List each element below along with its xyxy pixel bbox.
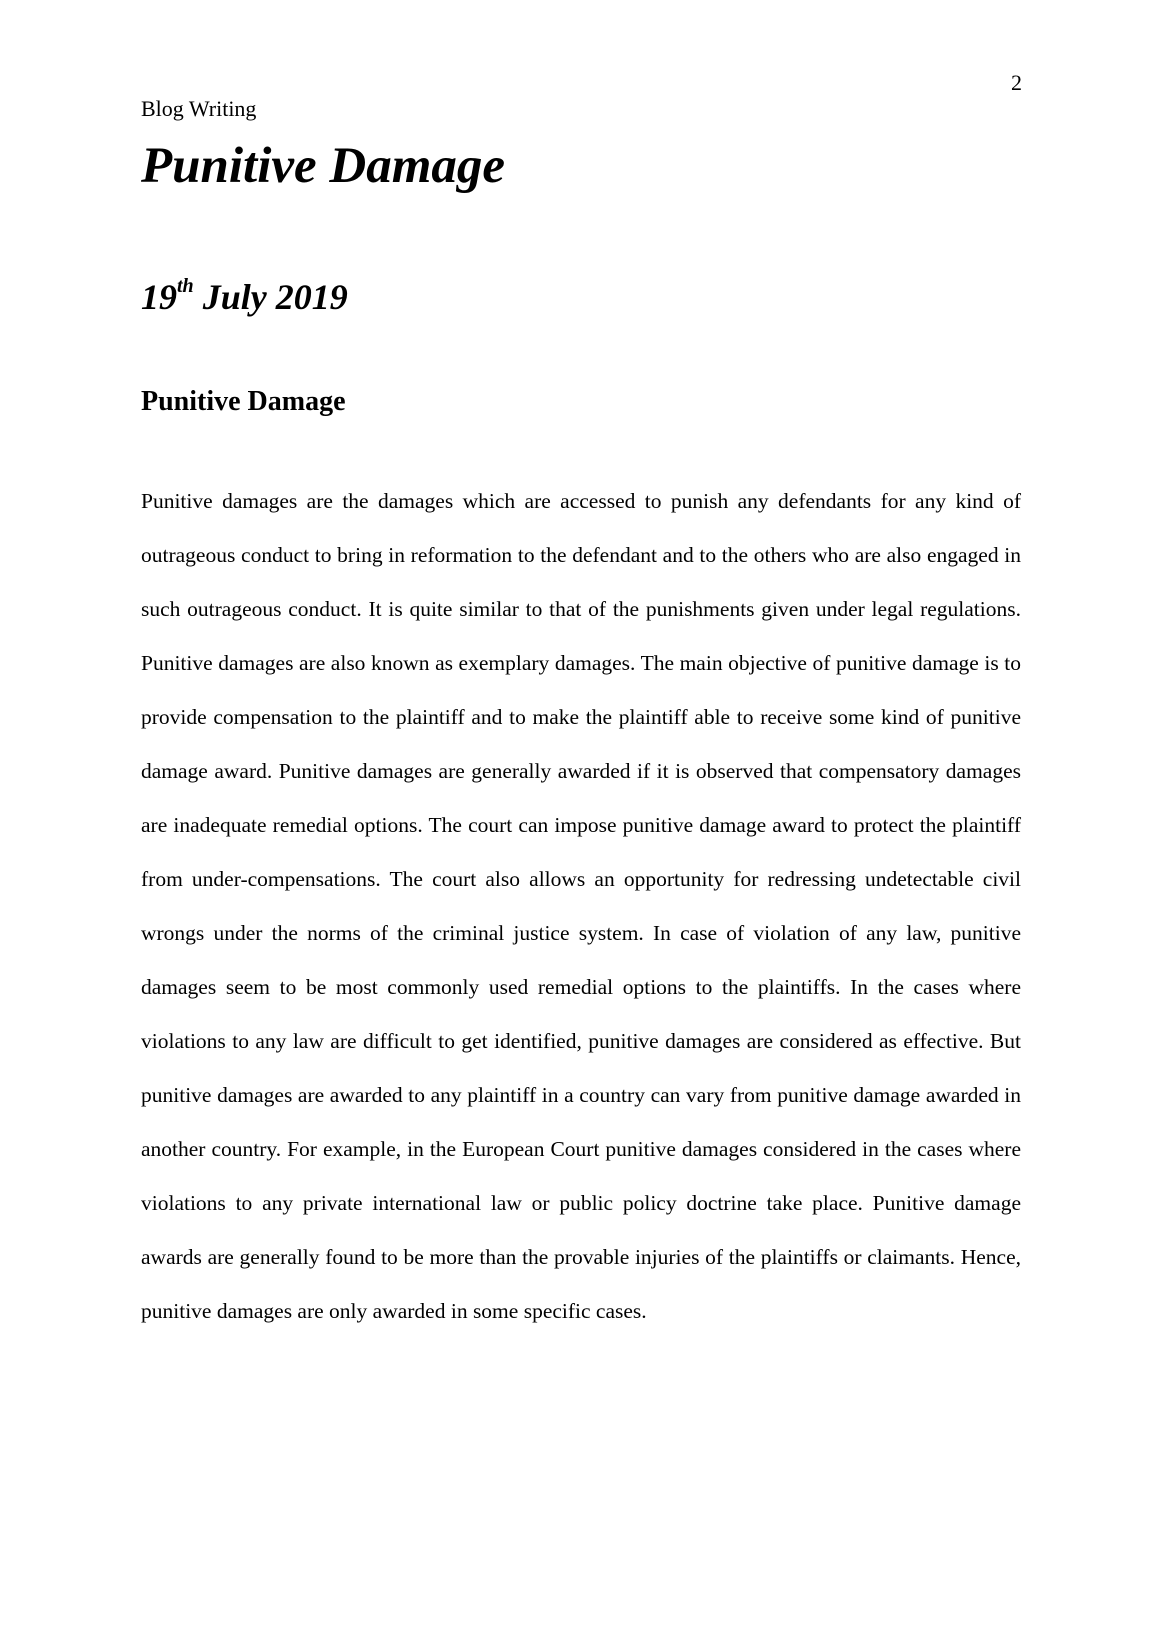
document-title: Punitive Damage [141,138,506,194]
date-rest: July 2019 [193,277,348,317]
section-heading: Punitive Damage [141,386,346,417]
body-paragraph: Punitive damages are the damages which are accessed to punish any defendants for any kind of outrageous conduct to bring in reformation to the defendant and to the others who are also engaged in such outrageous conduct. It is quite similar to that of the punishments given under legal regulations. Punitive damages are also known as exemplary damages. The main objective of punitive damage is to provide compensation to the plaintiff and to make the plaintiff able to receive some kind of punitive damage award. Punitive damages are generally awarded if it is observed that compensatory damages are inadequate remedial options. The court can impose punitive damage award to protect the plaintiff from under-compensations. The court also allows an opportunity for redressing undetectable civil wrongs under the norms of the criminal justice system. In case of violation of any law, punitive damages seem to be most commonly used remedial options to the plaintiffs. In the cases where violations to any law are difficult to get identified, punitive damages are considered as effective. But punitive damages are awarded to any plaintiff in a country can vary from punitive damage awarded in another country. For example, in the European Court punitive damages considered in the cases where violations to any private international law or public policy doctrine take place. Punitive damage awards are generally found to be more than the provable injuries of the plaintiffs or claimants. Hence, punitive damages are only awarded in some specific cases. [141,489,1021,1323]
page-number: 2 [1011,70,1022,95]
date-suffix: th [177,275,194,297]
header-label: Blog Writing [141,96,257,121]
date-day: 19 [141,277,177,317]
document-date [141,275,348,318]
